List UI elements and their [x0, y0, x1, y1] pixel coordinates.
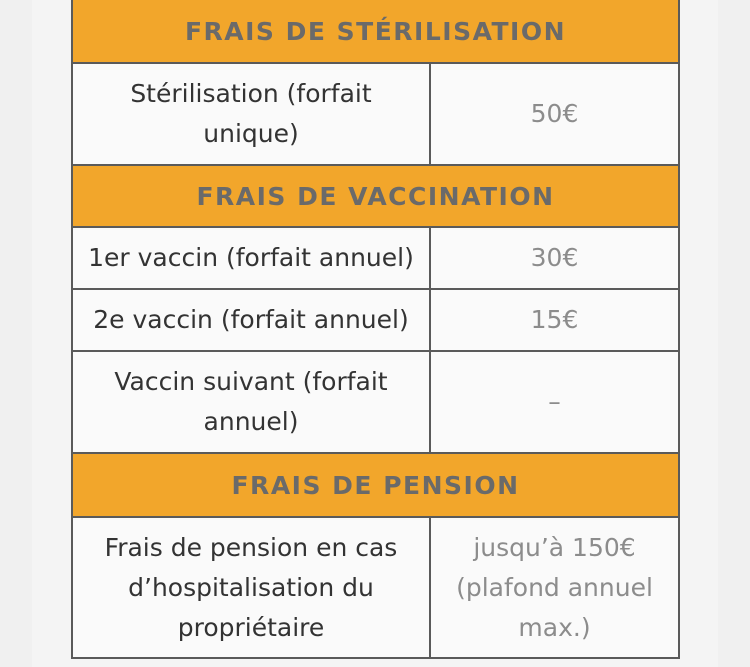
fees-table — [71, 0, 680, 659]
table-row — [72, 517, 679, 658]
table-row — [72, 63, 679, 165]
fee-label: 2e vaccin (forfait annuel) — [72, 289, 430, 351]
section-header-pension — [72, 453, 679, 517]
right-margin — [718, 0, 750, 667]
left-margin — [0, 0, 32, 667]
fee-value: 30€ — [430, 227, 679, 289]
section-title: FRAIS DE STÉRILISATION — [72, 0, 679, 63]
section-title: FRAIS DE PENSION — [72, 453, 679, 517]
fee-label: Frais de pension en cas d’hospitalisation du propriétaire — [72, 517, 430, 658]
fee-value: – — [430, 351, 679, 453]
fee-value: 15€ — [430, 289, 679, 351]
section-title: FRAIS DE VACCINATION — [72, 165, 679, 227]
fee-label: Vaccin suivant (forfait annuel) — [72, 351, 430, 453]
fee-label: Stérilisation (forfait unique) — [72, 63, 430, 165]
section-header-sterilisation — [72, 0, 679, 63]
fee-value: 50€ — [430, 63, 679, 165]
fee-value: jusqu’à 150€ (plafond annuel max.) — [430, 517, 679, 658]
table-row — [72, 227, 679, 289]
section-header-vaccination — [72, 165, 679, 227]
fee-label: 1er vaccin (forfait annuel) — [72, 227, 430, 289]
table-row — [72, 351, 679, 453]
table-row — [72, 289, 679, 351]
